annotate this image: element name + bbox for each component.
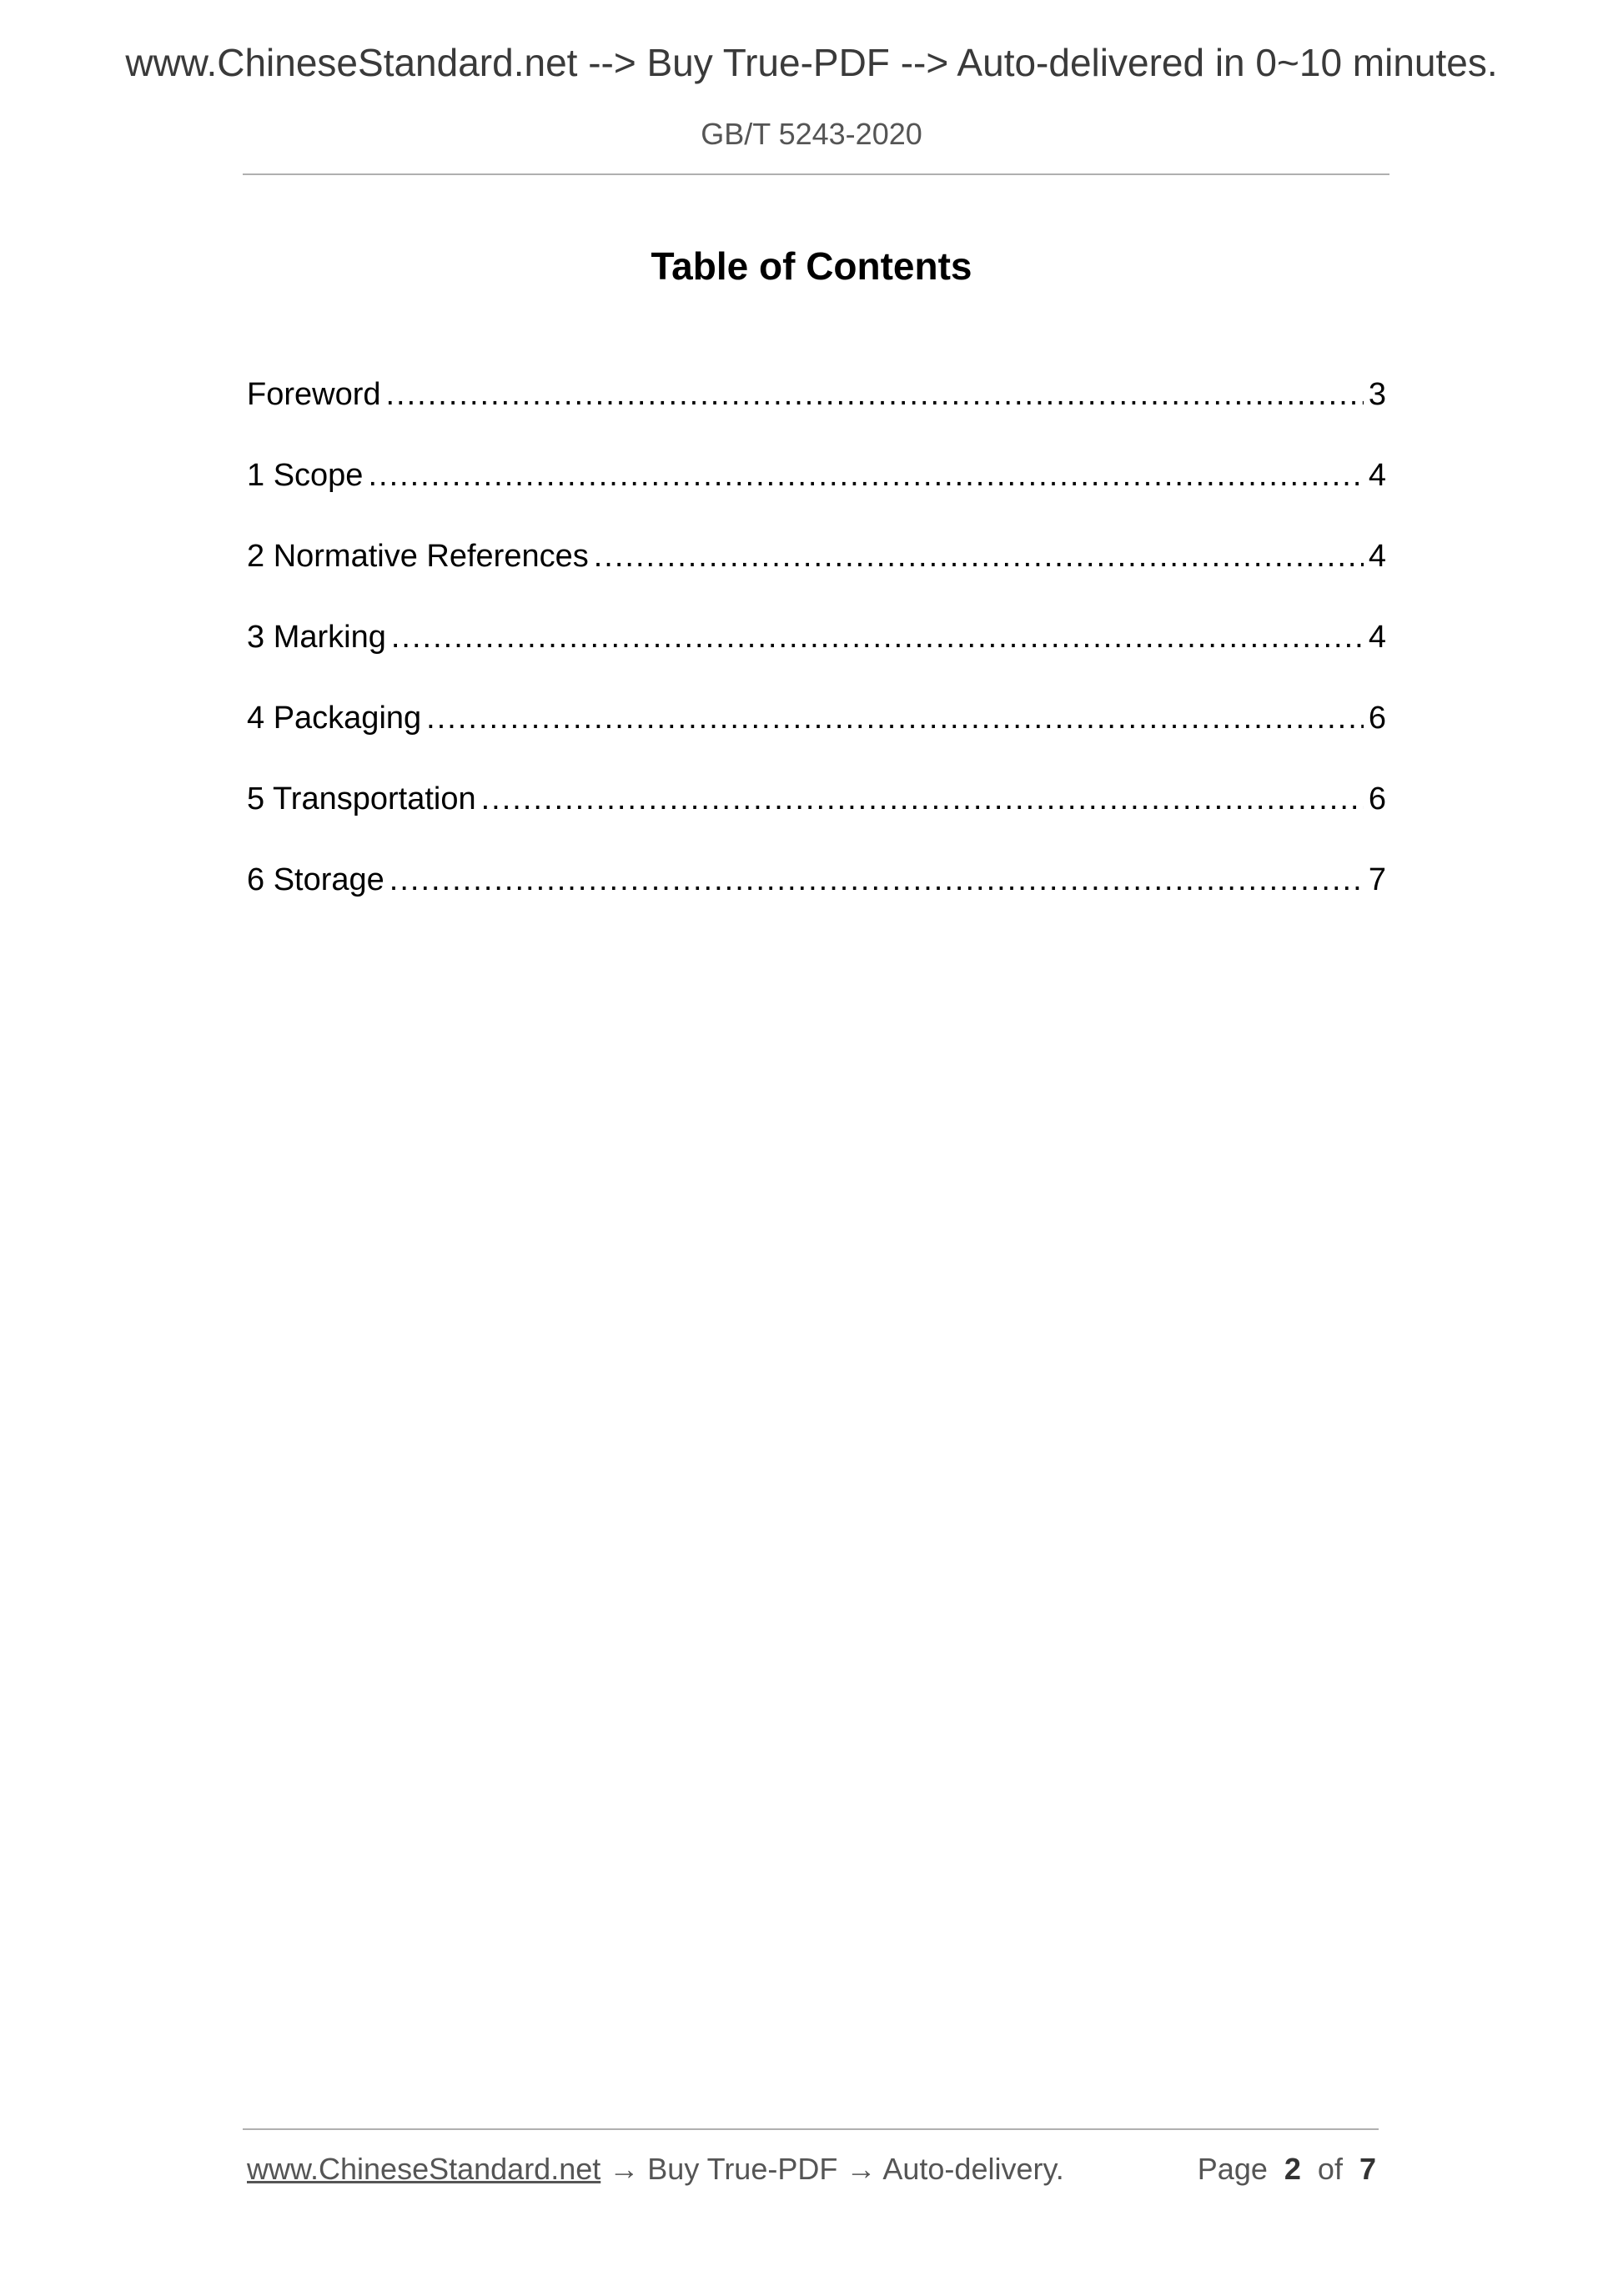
toc-item-label: 2 Normative References (247, 539, 589, 574)
footer-site-link[interactable]: www.ChineseStandard.net (247, 2152, 601, 2186)
toc-item-foreword[interactable] (247, 377, 1386, 458)
page-label: Page (1197, 2152, 1268, 2186)
toc-item-page: 4 (1368, 620, 1386, 655)
toc-item-label: Foreword (247, 377, 381, 412)
toc-item-label: 4 Packaging (247, 701, 422, 736)
toc-item-page: 6 (1368, 701, 1386, 736)
toc-dot-leader (426, 701, 1364, 736)
toc-title: Table of Contents (651, 244, 972, 288)
toc-item-page: 7 (1368, 862, 1386, 897)
footer-divider (243, 2128, 1379, 2130)
toc-item-label: 1 Scope (247, 458, 364, 493)
toc-item-marking[interactable] (247, 620, 1386, 701)
toc-dot-leader (391, 620, 1364, 656)
arrow-right-icon: → (609, 2152, 640, 2186)
toc-item-scope[interactable] (247, 458, 1386, 539)
toc-item-transportation[interactable] (247, 781, 1386, 862)
toc-item-storage[interactable] (247, 862, 1386, 943)
toc-dot-leader (386, 377, 1364, 413)
top-banner: www.ChineseStandard.net --> Buy True-PDF --> Auto-delivered in 0~10 minutes. (125, 41, 1498, 84)
document-code: GB/T 5243-2020 (701, 117, 922, 151)
page-of-label: of (1317, 2152, 1343, 2186)
header-divider (243, 173, 1389, 175)
toc-item-packaging[interactable] (247, 701, 1386, 781)
toc-dot-leader (368, 458, 1363, 494)
toc-item-page: 4 (1368, 458, 1386, 493)
toc-item-page: 4 (1368, 539, 1386, 574)
footer-delivery-text: Auto-delivery. (882, 2152, 1064, 2186)
toc-item-label: 6 Storage (247, 862, 384, 897)
toc-item-label: 5 Transportation (247, 781, 476, 816)
toc-dot-leader (594, 539, 1364, 575)
toc-item-label: 3 Marking (247, 620, 386, 655)
page-current: 2 (1284, 2152, 1301, 2186)
toc-item-page: 6 (1368, 781, 1386, 816)
page-indicator (1198, 2152, 1376, 2187)
toc-item-page: 3 (1368, 377, 1386, 412)
page-total: 7 (1359, 2152, 1376, 2186)
toc-list (247, 377, 1386, 943)
toc-item-normative-references[interactable] (247, 539, 1386, 620)
footer-buy-text: Buy True-PDF (647, 2152, 838, 2186)
footer-promo (247, 2152, 1064, 2187)
toc-dot-leader (481, 781, 1364, 817)
arrow-right-icon: → (846, 2152, 877, 2186)
toc-dot-leader (389, 862, 1364, 898)
